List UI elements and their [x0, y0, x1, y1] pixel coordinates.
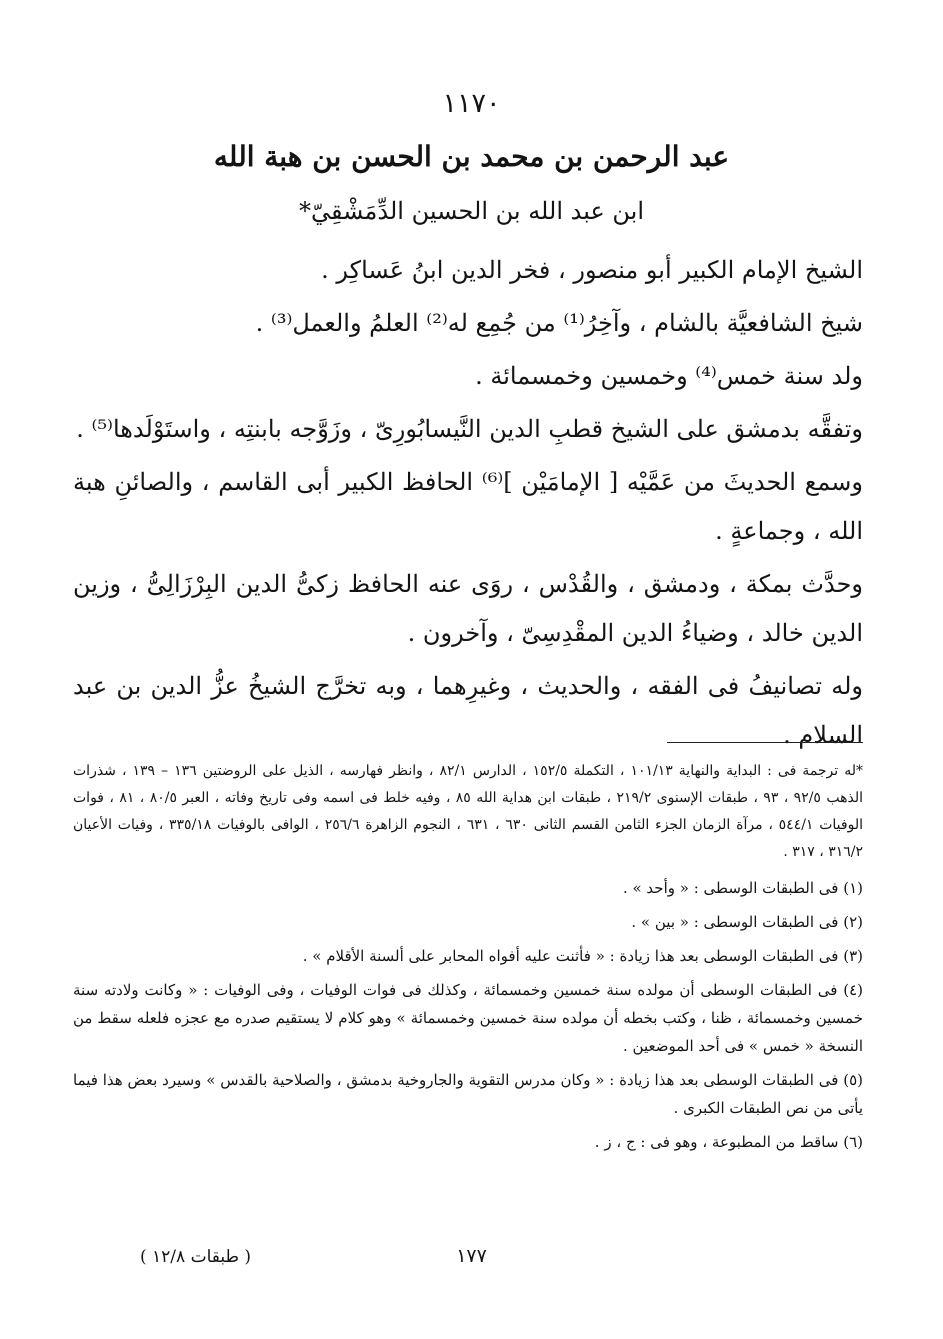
footnotes — [73, 758, 863, 1162]
footnote-item: (٥) فى الطبقات الوسطى بعد هذا زيادة : « وكان مدرس التقوية والجاروخية بدمشق ، والصلاحية بالقدس » وسيرد بعض هذا فيما يأتى من نص الطبقات الكبرى . — [73, 1071, 863, 1117]
body-paragraph: وتفقَّه بدمشق على الشيخ قطبِ الدين النَّيسابُورِىّ ، وزَوَّجه بابنتِه ، واستَوْلَدها⁽⁵⁾ . — [76, 415, 863, 443]
body-paragraph: وسمع الحديثَ من عَمَّيْه [ الإمامَيْن ]⁽⁶⁾ الحافظ الكبير أبى القاسم ، والصائنِ هبة الله ، وجماعةٍ . — [73, 468, 863, 545]
page-number: ١٧٧ — [456, 1245, 487, 1267]
body-paragraph: الشيخ الإمام الكبير أبو منصور ، فخر الدين ابنُ عَساكِر . — [321, 256, 863, 284]
footnote-item: (٢) فى الطبقات الوسطى : « بين » . — [631, 913, 863, 931]
footnote-item: (٣) فى الطبقات الوسطى بعد هذا زيادة : « فأثنت عليه أفواه المحابر على ألسنة الأقلام » . — [302, 947, 863, 965]
body-paragraph: ولد سنة خمس⁽⁴⁾ وخمسين وخمسمائة . — [475, 362, 863, 390]
entry-title: عبد الرحمن بن محمد بن الحسن بن هبة الله — [213, 140, 730, 173]
entry-number: ١١٧٠ — [442, 88, 501, 119]
body-paragraph: شيخ الشافعيَّة بالشام ، وآخِرُ⁽¹⁾ من جُمِع له⁽²⁾ العلمُ والعمل⁽³⁾ . — [255, 309, 863, 337]
entry-title-continuation: ابن عبد الله بن الحسين الدِّمَشْقِيّ* — [298, 197, 645, 225]
footnote-sources: *له ترجمة فى : البداية والنهاية ١٠١/١٣ ، التكملة ١٥٢/٥ ، الدارس ٨٢/١ ، وانظر فهارسه ، الذيل على الروضتين ١٣٦ – ١٣٩ ، شذرات الذهب ٩٢/٥ ، ٩٣ ، طبقات الإسنوى ٢١٩/٢ ، طبقات ابن هداية الله ٨٥ ، وفيه خلط فى اسمه وفى تاريخ وفاته ، العبر ٨٠/٥ ، ٨١ ، فوات الوفيات ٥٤٤/١ ، مرآة الزمان الجزء الثامن القسم الثانى ٦٣٠ ، ٦٣١ ، النجوم الزاهرة ٢٥٦/٦ ، الوافى بالوفيات ٣٣٥/١٨ ، وفيات الأعيان ٣١٦/٢ ، ٣١٧ . — [73, 763, 863, 860]
footnote-item: (١) فى الطبقات الوسطى : « وأحد » . — [622, 879, 863, 897]
footnote-item: (٦) ساقط من المطبوعة ، وهو فى : ج ، ز . — [594, 1133, 863, 1151]
printer-signature: ( طبقات ١٢/٨ ) — [140, 1247, 252, 1267]
footnote-item: (٤) فى الطبقات الوسطى أن مولده سنة خمسين وخمسمائة ، وكذلك فى فوات الوفيات ، وفى الوفيات : « وكانت ولادته سنة خمسين وخمسمائة ، ظنا ، وكتب بخطه أن مولده سنة خمسين وخمسمائة » وهو كلام لا يستقيم صدره مع عجزه فلعله سقط من النسخة « خمس » فى أحد الموضعين . — [73, 981, 863, 1055]
body-paragraph: وله تصانيفُ فى الفقه ، والحديث ، وغيرِهما ، وبه تخرَّج الشيخُ عزُّ الدين بن عبد السلام . — [73, 672, 864, 749]
biography-body — [73, 246, 863, 764]
footnote-divider — [667, 742, 863, 743]
body-paragraph: وحدَّث بمكة ، ودمشق ، والقُدْس ، روَى عنه الحافظ زكىُّ الدين البِرْزَالِىُّ ، وزين الدين خالد ، وضياءُ الدين المقْدِسِىّ ، وآخرون . — [73, 570, 863, 647]
